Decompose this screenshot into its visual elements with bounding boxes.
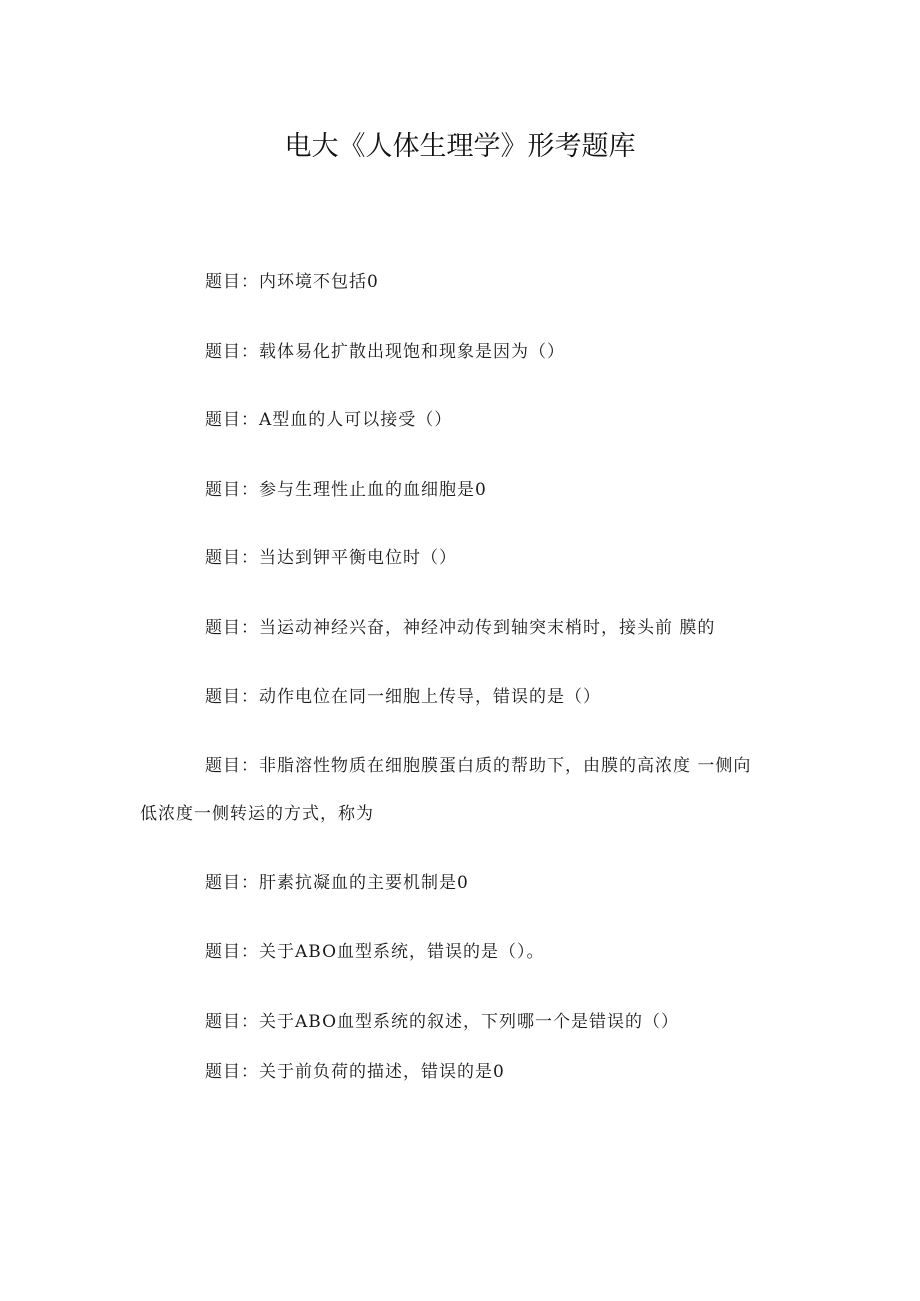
question-item: 题目：关于ABO血型系统，错误的是（）。 <box>205 942 545 962</box>
question-item: 题目：当运动神经兴奋，神经冲动传到轴突末梢时，接头前 膜的 <box>205 618 716 638</box>
question-continuation: 低浓度一侧转运的方式，称为 <box>140 804 374 824</box>
question-item: 题目：载体易化扩散出现饱和现象是因为（） <box>205 342 565 362</box>
question-item: 题目：当达到钾平衡电位时（） <box>205 548 457 568</box>
question-item: 题目：关于ABO血型系统的叙述，下列哪一个是错误的（） <box>205 1012 680 1032</box>
question-item: 题目：动作电位在同一细胞上传导，错误的是（） <box>205 687 601 707</box>
page-title: 电大《人体生理学》形考题库 <box>284 131 636 162</box>
question-item: 题目：参与生理性止血的血细胞是0 <box>205 480 487 500</box>
question-item: 题目：内环境不包括0 <box>205 272 379 292</box>
question-item: 题目：肝素抗凝血的主要机制是0 <box>205 873 469 893</box>
question-item: 题目：非脂溶性物质在细胞膜蛋白质的帮助下，由膜的高浓度 一侧向 <box>205 756 752 776</box>
question-item: 题目：关于前负荷的描述，错误的是0 <box>205 1062 505 1082</box>
question-item: 题目：A型血的人可以接受（） <box>205 410 453 430</box>
